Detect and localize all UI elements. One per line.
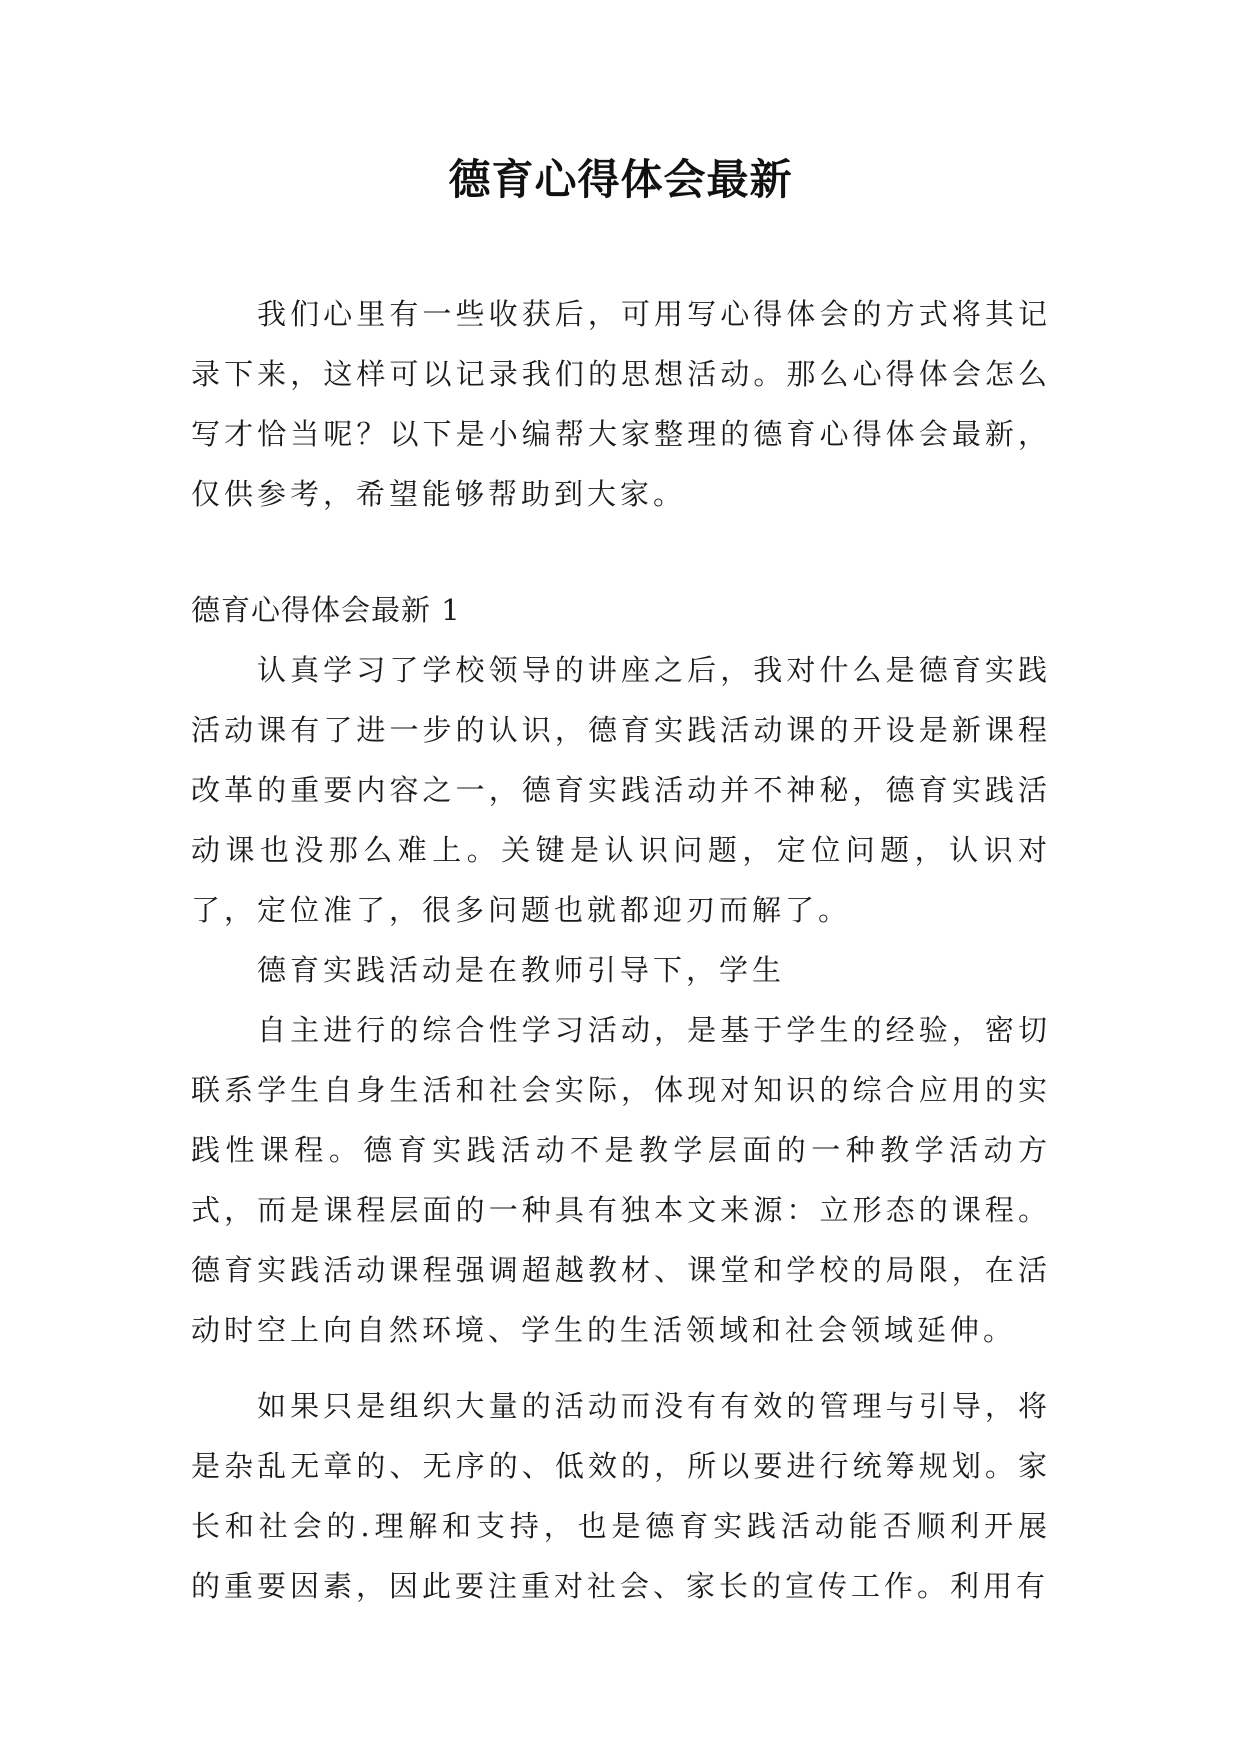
body-paragraph-2: 德育实践活动是在教师引导下，学生: [257, 953, 786, 987]
body-paragraph-4: 如果只是组织大量的活动而没有有效的管理与引导，将是杂乱无章的、无序的、低效的，所以要进行统筹规划。家长和社会的.理解和支持，也是德育实践活动能否顺利开展的重要因素，因此要注重对社会、家长的宣传工作。利用有: [191, 1389, 1051, 1603]
intro-paragraph: 我们心里有一些收获后，可用写心得体会的方式将其记录下来，这样可以记录我们的思想活动。那么心得体会怎么写才恰当呢？以下是小编帮大家整理的德育心得体会最新，仅供参考，希望能够帮助到大家。: [191, 297, 1051, 511]
section-heading: 德育心得体会最新 1: [191, 593, 461, 627]
body-paragraph-1: 认真学习了学校领导的讲座之后，我对什么是德育实践活动课有了进一步的认识，德育实践活动课的开设是新课程改革的重要内容之一，德育实践活动并不神秘，德育实践活动课也没那么难上。关键是认识问题，定位问题，认识对了，定位准了，很多问题也就都迎刃而解了。: [191, 653, 1051, 927]
document-title: 德育心得体会最新: [448, 155, 793, 204]
document-body: [191, 284, 1051, 1616]
body-paragraph-3: 自主进行的综合性学习活动，是基于学生的经验，密切联系学生自身生活和社会实际，体现对知识的综合应用的实践性课程。德育实践活动不是教学层面的一种教学活动方式，而是课程层面的一种具有独本文来源：立形态的课程。德育实践活动课程强调超越教材、课堂和学校的局限，在活动时空上向自然环境、学生的生活领域和社会领域延伸。: [191, 1013, 1051, 1347]
